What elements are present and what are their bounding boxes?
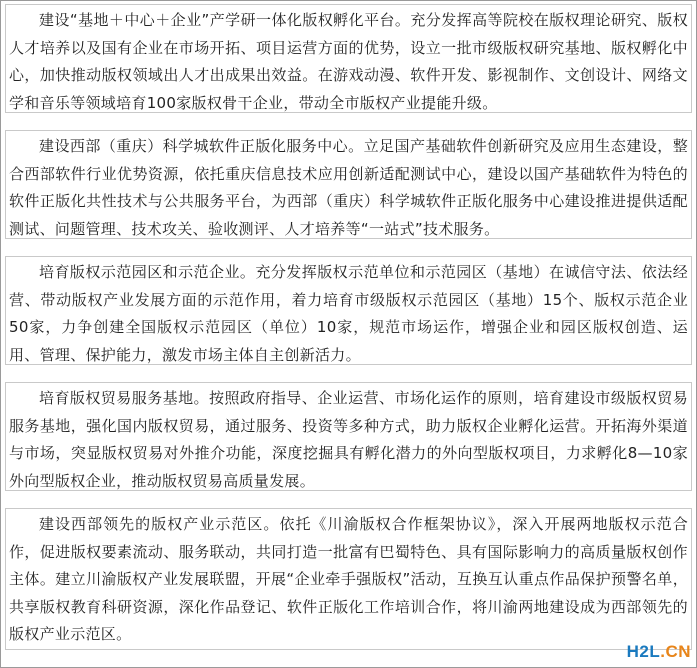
watermark-part-b: .CN	[660, 642, 691, 661]
paragraph-box-5	[5, 508, 692, 650]
paragraph-box-4	[5, 382, 692, 491]
watermark-part-a: H2L	[626, 642, 661, 661]
paragraph-box-2	[5, 130, 692, 239]
paragraph-box-1	[5, 4, 692, 113]
paragraph-text: 培育版权示范园区和示范企业。充分发挥版权示范单位和示范园区（基地）在诚信守法、依法经营、带动版权产业发展方面的示范作用，着力培育市级版权示范园区（基地）15个、版权示范企业50家，力争创建全国版权示范园区（单位）10家，规范市场运作，增强企业和园区版权创造、运用、管理、保护能力，激发市场主体自主创新活力。	[9, 263, 688, 364]
paragraph-text: 培育版权贸易服务基地。按照政府指导、企业运营、市场化运作的原则，培育建设市级版权贸易服务基地，强化国内版权贸易，通过服务、投资等多种方式，助力版权企业孵化运营。开拓海外渠道与市场，突显版权贸易对外推介功能，深度挖掘具有孵化潜力的外向型版权项目，力求孵化8—10家外向型版权企业，推动版权贸易高质量发展。	[9, 389, 688, 490]
paragraph-text: 建设西部（重庆）科学城软件正版化服务中心。立足国产基础软件创新研究及应用生态建设，整合西部软件行业优势资源，依托重庆信息技术应用创新适配测试中心，建设以国产基础软件为特色的软件正版化共性技术与公共服务平台，为西部（重庆）科学城软件正版化服务中心建设推进提供适配测试、问题管理、技术攻关、验收测评、人才培养等“一站式”技术服务。	[9, 137, 688, 238]
paragraph-text: 建设西部领先的版权产业示范区。依托《川渝版权合作框架协议》，深入开展两地版权示范合作，促进版权要素流动、服务联动，共同打造一批富有巴蜀特色、具有国际影响力的高质量版权创作主体。建立川渝版权产业发展联盟，开展“企业牵手强版权”活动，互换互认重点作品保护预警名单，共享版权教育科研资源，深化作品登记、软件正版化工作培训合作，将川渝两地建设成为西部领先的版权产业示范区。	[9, 515, 688, 643]
paragraph-text: 建设“基地＋中心＋企业”产学研一体化版权孵化平台。充分发挥高等院校在版权理论研究、版权人才培养以及国有企业在市场开拓、项目运营方面的优势，设立一批市级版权研究基地、版权孵化中心，加快推动版权领域出人才出成果出效益。在游戏动漫、软件开发、影视制作、文创设计、网络文学和音乐等领域培育100家版权骨干企业，带动全市版权产业提能升级。	[9, 11, 688, 112]
site-watermark-logo	[627, 642, 691, 662]
paragraph-box-3	[5, 256, 692, 365]
